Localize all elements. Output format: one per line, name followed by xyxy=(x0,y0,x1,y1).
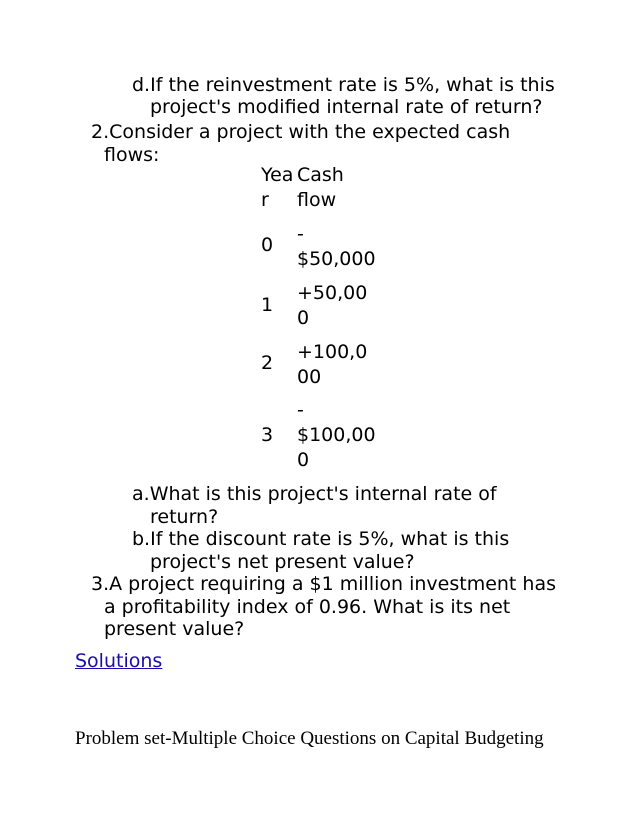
item-d-line2: project's modified internal rate of return? xyxy=(150,96,543,118)
question-3-line1 xyxy=(91,572,556,596)
question-2-line2: flows: xyxy=(104,144,160,166)
question-2a-line1 xyxy=(132,482,497,506)
item-d-marker: d. xyxy=(132,74,151,96)
question-2-line1 xyxy=(91,120,510,144)
question-2-marker: 2. xyxy=(91,121,110,143)
question-2b-line2: project's net present value? xyxy=(150,551,415,573)
question-3-line2: a profitability index of 0.96. What is its net xyxy=(104,596,511,618)
question-2a-text: What is this project's internal rate of xyxy=(149,483,497,505)
footer-title: Problem set-Multiple Choice Questions on Capital Budgeting xyxy=(75,728,544,749)
table-row-0-year: 0 xyxy=(261,234,274,256)
question-2a-line2: return? xyxy=(150,506,219,528)
table-row-0-cash: - $50,000 xyxy=(297,223,376,270)
cash-flow-header: Cash flow xyxy=(297,164,344,211)
table-row-1-cash: +50,00 0 xyxy=(297,282,368,329)
question-2b-text: If the discount rate is 5%, what is this xyxy=(150,528,510,550)
question-2b-marker: b. xyxy=(132,528,151,550)
solutions-link[interactable]: Solutions xyxy=(75,650,163,672)
question-3-line3: present value? xyxy=(104,618,245,640)
question-2-text: Consider a project with the expected cash xyxy=(109,121,511,143)
item-d-text: If the reinvestment rate is 5%, what is this xyxy=(150,74,555,96)
table-row-3-year: 3 xyxy=(261,424,274,446)
question-3-marker: 3. xyxy=(91,573,110,595)
year-header: Yea r xyxy=(261,164,294,211)
item-d-line1 xyxy=(132,73,555,97)
question-2b-line1 xyxy=(132,527,509,551)
table-row-2-year: 2 xyxy=(261,352,274,374)
table-row-2-cash: +100,0 00 xyxy=(297,341,368,388)
question-2a-marker: a. xyxy=(132,483,150,505)
question-3-text: A project requiring a $1 million investment has xyxy=(109,573,557,595)
table-row-1-year: 1 xyxy=(261,294,274,316)
table-row-3-cash: - $100,00 0 xyxy=(297,399,376,471)
